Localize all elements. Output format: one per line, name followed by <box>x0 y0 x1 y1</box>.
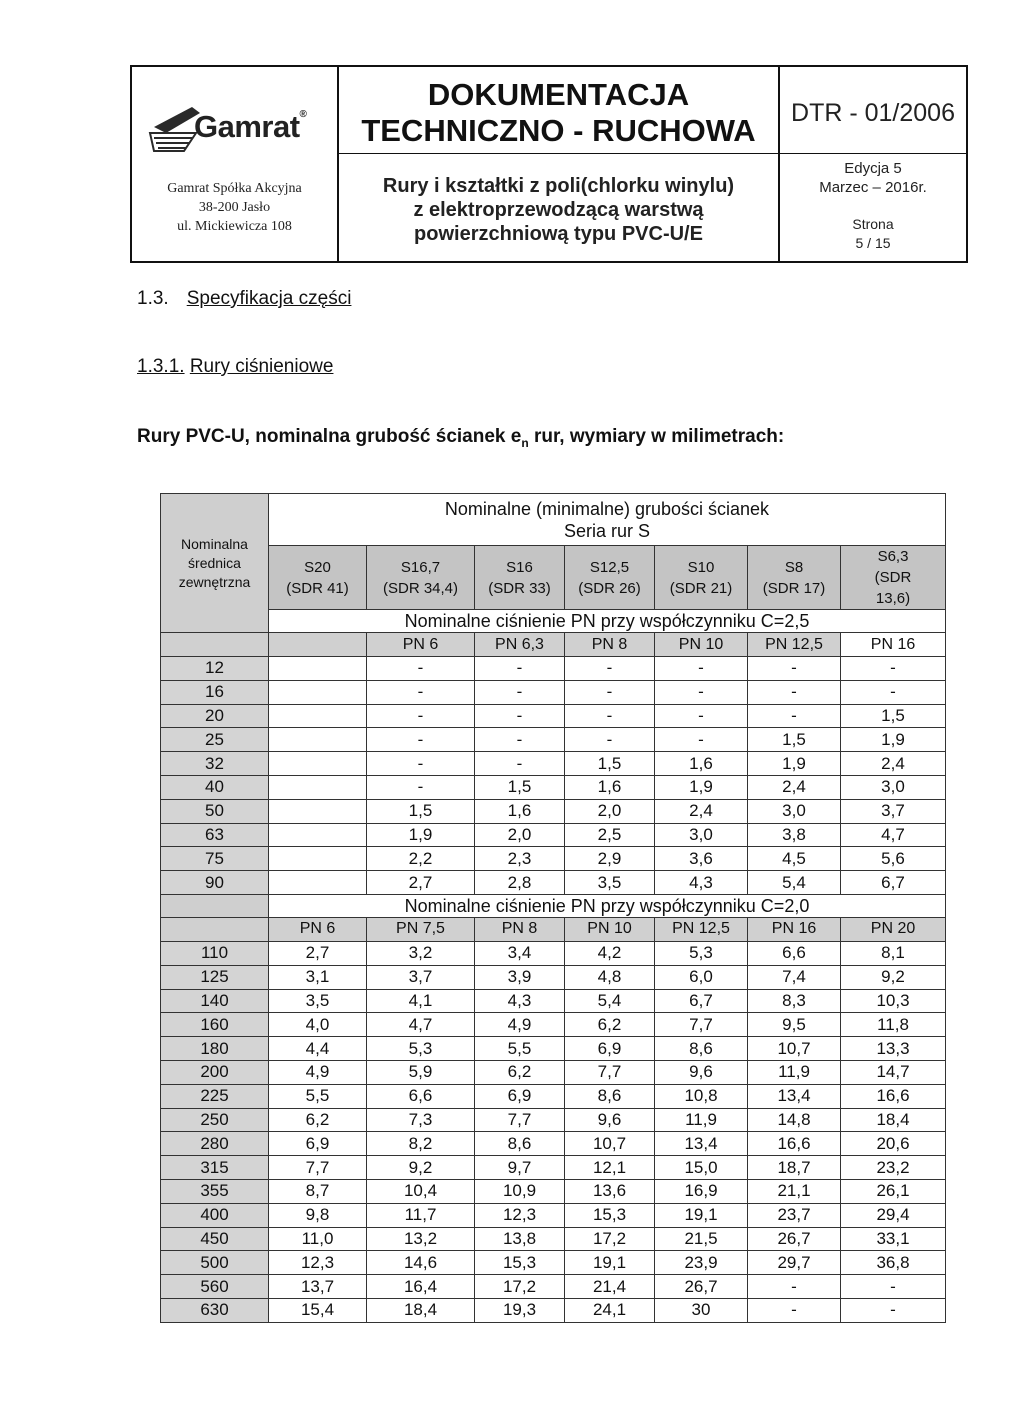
company-cell <box>132 67 339 261</box>
thickness-cell: 1,5 <box>565 752 655 776</box>
thickness-cell: 8,2 <box>367 1132 475 1156</box>
thickness-cell: 6,2 <box>565 1013 655 1037</box>
thickness-cell: 6,7 <box>841 871 946 895</box>
thickness-cell: 13,8 <box>475 1227 565 1251</box>
diameter-cell: 140 <box>161 989 269 1013</box>
thickness-cell: 21,4 <box>565 1275 655 1299</box>
thickness-cell: 18,4 <box>367 1298 475 1322</box>
thickness-cell: 5,9 <box>367 1060 475 1084</box>
thickness-cell: 29,4 <box>841 1203 946 1227</box>
thickness-cell: 2,9 <box>565 847 655 871</box>
thickness-cell: 13,6 <box>565 1179 655 1203</box>
thickness-cell: - <box>475 752 565 776</box>
thickness-cell: 12,3 <box>475 1203 565 1227</box>
document-header <box>130 65 968 263</box>
thickness-cell: 10,9 <box>475 1179 565 1203</box>
thickness-cell: 5,4 <box>748 871 841 895</box>
thickness-cell: 3,5 <box>565 871 655 895</box>
thickness-cell: 1,9 <box>367 823 475 847</box>
thickness-cell: 12,3 <box>269 1251 367 1275</box>
thickness-cell: - <box>841 657 946 681</box>
thickness-cell: - <box>655 657 748 681</box>
thickness-cell <box>269 847 367 871</box>
thickness-cell: 1,9 <box>655 775 748 799</box>
thickness-cell: 2,7 <box>367 871 475 895</box>
table-row <box>161 823 946 847</box>
thickness-cell: 3,6 <box>655 847 748 871</box>
thickness-cell: - <box>367 752 475 776</box>
thickness-cell: 23,2 <box>841 1156 946 1180</box>
thickness-cell: 1,6 <box>565 775 655 799</box>
diameter-cell: 25 <box>161 728 269 752</box>
pn-label-cell <box>161 633 269 657</box>
logo-wordmark: Gamrat® <box>194 109 307 144</box>
thickness-cell: 10,7 <box>565 1132 655 1156</box>
thickness-cell <box>269 871 367 895</box>
thickness-cell: - <box>748 680 841 704</box>
thickness-cell: 15,0 <box>655 1156 748 1180</box>
diameter-cell: 16 <box>161 680 269 704</box>
table-row <box>161 752 946 776</box>
diameter-cell: 450 <box>161 1227 269 1251</box>
series-header: S6,3 (SDR 13,6) <box>841 546 946 610</box>
doc-info-cell <box>780 67 966 261</box>
table-row <box>161 1013 946 1037</box>
thickness-cell: 2,4 <box>841 752 946 776</box>
thickness-cell: 8,6 <box>565 1084 655 1108</box>
thickness-cell: - <box>841 1298 946 1322</box>
thickness-cell: 8,6 <box>655 1037 748 1061</box>
info-divider <box>780 153 966 154</box>
pressure-block-2-title: Nominalne ciśnienie PN przy współczynniku C=2,0 <box>269 894 946 917</box>
thickness-cell: 1,9 <box>748 752 841 776</box>
thickness-cell: - <box>655 704 748 728</box>
table-row <box>161 1084 946 1108</box>
thickness-cell: 1,5 <box>748 728 841 752</box>
table-row <box>161 728 946 752</box>
table-row <box>161 1060 946 1084</box>
page-number: Strona 5 / 15 <box>852 216 894 251</box>
pn-header: PN 20 <box>841 917 946 941</box>
diameter-cell: 50 <box>161 799 269 823</box>
pn-header: PN 10 <box>655 633 748 657</box>
diameter-cell: 250 <box>161 1108 269 1132</box>
thickness-cell: - <box>655 728 748 752</box>
table-row <box>161 965 946 989</box>
thickness-cell: - <box>475 657 565 681</box>
thickness-cell: 5,4 <box>565 989 655 1013</box>
thickness-cell: 19,1 <box>655 1203 748 1227</box>
thickness-cell: 3,7 <box>367 965 475 989</box>
thickness-cell: 33,1 <box>841 1227 946 1251</box>
thickness-cell: 20,6 <box>841 1132 946 1156</box>
thickness-cell: 4,0 <box>269 1013 367 1037</box>
pressure-block-1-title: Nominalne ciśnienie PN przy współczynniku C=2,5 <box>269 610 946 633</box>
table-intro-text: Rury PVC-U, nominalna grubość ścianek $e_n$ rur, wymiary w milimetrach: <box>137 426 785 450</box>
thickness-cell: - <box>841 680 946 704</box>
thickness-cell: - <box>475 704 565 728</box>
table-row <box>161 799 946 823</box>
title-divider <box>339 153 778 154</box>
thickness-cell: 3,2 <box>367 941 475 965</box>
company-address <box>132 179 337 236</box>
thickness-cell: 14,8 <box>748 1108 841 1132</box>
diameter-cell: 12 <box>161 657 269 681</box>
thickness-cell: 5,3 <box>655 941 748 965</box>
thickness-cell: - <box>748 657 841 681</box>
section-heading-1-3-1: 1.3.1. Rury ciśnieniowe <box>137 356 334 377</box>
thickness-cell: 21,1 <box>748 1179 841 1203</box>
thickness-cell: 11,7 <box>367 1203 475 1227</box>
thickness-cell: 6,2 <box>269 1108 367 1132</box>
thickness-cell: - <box>475 680 565 704</box>
table-row <box>161 1227 946 1251</box>
thickness-cell: 11,9 <box>748 1060 841 1084</box>
thickness-cell: - <box>565 704 655 728</box>
thickness-cell: 2,0 <box>475 823 565 847</box>
thickness-cell: 3,1 <box>269 965 367 989</box>
thickness-cell: 4,7 <box>841 823 946 847</box>
thickness-cell: 4,2 <box>565 941 655 965</box>
diameter-cell: 32 <box>161 752 269 776</box>
thickness-cell: 36,8 <box>841 1251 946 1275</box>
diameter-cell: 315 <box>161 1156 269 1180</box>
thickness-cell: 3,5 <box>269 989 367 1013</box>
series-header: S12,5 (SDR 26) <box>565 546 655 610</box>
thickness-cell: 4,4 <box>269 1037 367 1061</box>
diameter-cell: 160 <box>161 1013 269 1037</box>
thickness-cell: 7,3 <box>367 1108 475 1132</box>
thickness-cell <box>269 680 367 704</box>
thickness-cell: 7,7 <box>655 1013 748 1037</box>
thickness-cell: 18,4 <box>841 1108 946 1132</box>
thickness-cell: 14,7 <box>841 1060 946 1084</box>
thickness-cell <box>269 704 367 728</box>
thickness-cell: 17,2 <box>475 1275 565 1299</box>
thickness-cell: 2,8 <box>475 871 565 895</box>
thickness-cell: 23,9 <box>655 1251 748 1275</box>
thickness-cell: 2,0 <box>565 799 655 823</box>
thickness-cell: 1,9 <box>841 728 946 752</box>
thickness-cell: 1,5 <box>841 704 946 728</box>
thickness-cell: 19,1 <box>565 1251 655 1275</box>
thickness-cell: 11,9 <box>655 1108 748 1132</box>
thickness-cell: 26,1 <box>841 1179 946 1203</box>
thickness-cell: 2,4 <box>655 799 748 823</box>
diameter-header: Nominalna średnica zewnętrzna <box>161 494 269 633</box>
thickness-cell <box>269 775 367 799</box>
thickness-cell: 6,0 <box>655 965 748 989</box>
thickness-cell: 26,7 <box>748 1227 841 1251</box>
thickness-cell: 1,6 <box>655 752 748 776</box>
table-row <box>161 1298 946 1322</box>
table-row <box>161 989 946 1013</box>
thickness-cell: 30 <box>655 1298 748 1322</box>
thickness-cell: 4,5 <box>748 847 841 871</box>
thickness-cell: 13,4 <box>655 1132 748 1156</box>
diameter-cell: 200 <box>161 1060 269 1084</box>
thickness-cell: 12,1 <box>565 1156 655 1180</box>
thickness-cell: 9,2 <box>367 1156 475 1180</box>
company-street: ul. Mickiewicza 108 <box>177 219 292 234</box>
thickness-cell: 6,7 <box>655 989 748 1013</box>
thickness-cell: - <box>748 1275 841 1299</box>
thickness-cell: 7,4 <box>748 965 841 989</box>
series-header: S10 (SDR 21) <box>655 546 748 610</box>
thickness-cell: 9,2 <box>841 965 946 989</box>
thickness-cell: 8,6 <box>475 1132 565 1156</box>
pn-label-cell <box>161 917 269 941</box>
table-row <box>161 680 946 704</box>
thickness-cell: 8,7 <box>269 1179 367 1203</box>
thickness-cell <box>269 657 367 681</box>
thickness-cell: 5,6 <box>841 847 946 871</box>
pipe-wall-thickness-table <box>160 493 946 1323</box>
thickness-cell: 15,4 <box>269 1298 367 1322</box>
thickness-cell: 24,1 <box>565 1298 655 1322</box>
diameter-cell: 63 <box>161 823 269 847</box>
pn-header: PN 12,5 <box>748 633 841 657</box>
thickness-cell: 2,2 <box>367 847 475 871</box>
diameter-cell: 400 <box>161 1203 269 1227</box>
thickness-cell: 9,8 <box>269 1203 367 1227</box>
thickness-cell: 16,4 <box>367 1275 475 1299</box>
thickness-cell: 10,7 <box>748 1037 841 1061</box>
thickness-cell: - <box>475 728 565 752</box>
thickness-cell: 4,9 <box>269 1060 367 1084</box>
thickness-cell <box>269 728 367 752</box>
thickness-cell: 6,9 <box>565 1037 655 1061</box>
thickness-cell: 2,7 <box>269 941 367 965</box>
table-row <box>161 775 946 799</box>
thickness-cell: 9,7 <box>475 1156 565 1180</box>
thickness-cell: 4,8 <box>565 965 655 989</box>
thickness-cell: 17,2 <box>565 1227 655 1251</box>
table-row <box>161 657 946 681</box>
pn-header: PN 6,3 <box>475 633 565 657</box>
diameter-cell: 20 <box>161 704 269 728</box>
thickness-cell: 15,3 <box>475 1251 565 1275</box>
company-city: 38-200 Jasło <box>198 200 271 215</box>
diameter-cell: 630 <box>161 1298 269 1322</box>
thickness-cell: - <box>565 657 655 681</box>
table-row <box>161 1251 946 1275</box>
thickness-cell <box>269 823 367 847</box>
thickness-cell: 18,7 <box>748 1156 841 1180</box>
thickness-cell: 16,6 <box>748 1132 841 1156</box>
diameter-cell: 560 <box>161 1275 269 1299</box>
table-row <box>161 1179 946 1203</box>
thickness-cell: - <box>841 1275 946 1299</box>
thickness-cell: 7,7 <box>269 1156 367 1180</box>
edition-info: Edycja 5 Marzec – 2016r. <box>819 160 927 196</box>
thickness-cell: 4,9 <box>475 1013 565 1037</box>
thickness-cell: 11,0 <box>269 1227 367 1251</box>
thickness-cell: 13,2 <box>367 1227 475 1251</box>
pn-header: PN 8 <box>475 917 565 941</box>
thickness-cell: 2,4 <box>748 775 841 799</box>
thickness-cell: 8,3 <box>748 989 841 1013</box>
thickness-cell: - <box>367 657 475 681</box>
thickness-cell: 10,8 <box>655 1084 748 1108</box>
table-row <box>161 1037 946 1061</box>
thickness-header: Nominalne (minimalne) grubości ścianek Seria rur S <box>269 494 946 546</box>
thickness-cell: 6,6 <box>367 1084 475 1108</box>
title-cell <box>339 67 780 261</box>
thickness-cell: 3,9 <box>475 965 565 989</box>
thickness-cell: 13,7 <box>269 1275 367 1299</box>
thickness-cell: - <box>655 680 748 704</box>
thickness-cell: - <box>748 704 841 728</box>
thickness-cell: 2,3 <box>475 847 565 871</box>
thickness-cell: - <box>367 680 475 704</box>
pn-header: PN 8 <box>565 633 655 657</box>
diameter-cell: 90 <box>161 871 269 895</box>
thickness-cell: 9,5 <box>748 1013 841 1037</box>
thickness-cell: 19,3 <box>475 1298 565 1322</box>
thickness-cell: 3,7 <box>841 799 946 823</box>
thickness-cell: 21,5 <box>655 1227 748 1251</box>
table-row <box>161 1156 946 1180</box>
thickness-cell: - <box>367 704 475 728</box>
thickness-cell: 6,6 <box>748 941 841 965</box>
thickness-cell: 3,8 <box>748 823 841 847</box>
table-row <box>161 847 946 871</box>
thickness-cell: 1,5 <box>367 799 475 823</box>
pn-header: PN 6 <box>269 917 367 941</box>
table-row <box>161 1132 946 1156</box>
thickness-cell: 5,5 <box>269 1084 367 1108</box>
thickness-cell: 5,3 <box>367 1037 475 1061</box>
thickness-cell: - <box>565 728 655 752</box>
thickness-cell: 6,2 <box>475 1060 565 1084</box>
thickness-cell: 13,3 <box>841 1037 946 1061</box>
series-header: S20 (SDR 41) <box>269 546 367 610</box>
thickness-cell: 2,5 <box>565 823 655 847</box>
diameter-cell: 40 <box>161 775 269 799</box>
document-subtitle: Rury i kształtki z poli(chlorku winylu) z elektroprzewodzącą warstwą powierzchniową typu PVC-U/E <box>382 175 735 245</box>
pn-header <box>269 633 367 657</box>
thickness-cell: - <box>565 680 655 704</box>
thickness-cell: 4,3 <box>655 871 748 895</box>
pn-header: PN 10 <box>565 917 655 941</box>
thickness-cell: - <box>367 728 475 752</box>
thickness-cell: 14,6 <box>367 1251 475 1275</box>
thickness-cell: 1,5 <box>475 775 565 799</box>
pn-header: PN 6 <box>367 633 475 657</box>
thickness-cell: - <box>367 775 475 799</box>
table-row <box>161 704 946 728</box>
pn-header: PN 12,5 <box>655 917 748 941</box>
series-header: S16 (SDR 33) <box>475 546 565 610</box>
thickness-cell: 6,9 <box>475 1084 565 1108</box>
thickness-cell: 4,3 <box>475 989 565 1013</box>
pn-header: PN 16 <box>748 917 841 941</box>
table-row <box>161 1108 946 1132</box>
company-name: Gamrat Spółka Akcyjna <box>167 181 302 196</box>
thickness-cell: 15,3 <box>565 1203 655 1227</box>
empty-label-cell <box>161 894 269 917</box>
series-header: S16,7 (SDR 34,4) <box>367 546 475 610</box>
thickness-cell: - <box>748 1298 841 1322</box>
diameter-cell: 110 <box>161 941 269 965</box>
thickness-cell: 11,8 <box>841 1013 946 1037</box>
thickness-cell: 4,1 <box>367 989 475 1013</box>
thickness-cell: 13,4 <box>748 1084 841 1108</box>
thickness-cell: 9,6 <box>565 1108 655 1132</box>
diameter-cell: 500 <box>161 1251 269 1275</box>
thickness-cell: 3,4 <box>475 941 565 965</box>
diameter-cell: 125 <box>161 965 269 989</box>
thickness-cell: 16,9 <box>655 1179 748 1203</box>
thickness-cell: 3,0 <box>841 775 946 799</box>
series-header: S8 (SDR 17) <box>748 546 841 610</box>
table-row <box>161 941 946 965</box>
table-row <box>161 1275 946 1299</box>
section-heading-1-3: 1.3. Specyfikacja części <box>137 288 352 309</box>
thickness-cell: 3,0 <box>655 823 748 847</box>
thickness-cell <box>269 752 367 776</box>
thickness-cell: 16,6 <box>841 1084 946 1108</box>
thickness-cell: 3,0 <box>748 799 841 823</box>
document-number: DTR - 01/2006 <box>791 99 955 127</box>
pn-header: PN 7,5 <box>367 917 475 941</box>
thickness-cell: 5,5 <box>475 1037 565 1061</box>
diameter-cell: 75 <box>161 847 269 871</box>
thickness-cell: 9,6 <box>655 1060 748 1084</box>
pn-header: PN 16 <box>841 633 946 657</box>
table-row <box>161 871 946 895</box>
thickness-cell: 10,3 <box>841 989 946 1013</box>
thickness-cell: 8,1 <box>841 941 946 965</box>
document-title: DOKUMENTACJA TECHNICZNO - RUCHOWA <box>361 77 756 148</box>
thickness-cell: 29,7 <box>748 1251 841 1275</box>
thickness-cell: 10,4 <box>367 1179 475 1203</box>
thickness-cell: 4,7 <box>367 1013 475 1037</box>
thickness-cell <box>269 799 367 823</box>
diameter-cell: 225 <box>161 1084 269 1108</box>
thickness-cell: 7,7 <box>475 1108 565 1132</box>
thickness-cell: 1,6 <box>475 799 565 823</box>
thickness-cell: 26,7 <box>655 1275 748 1299</box>
thickness-cell: 23,7 <box>748 1203 841 1227</box>
thickness-cell: 7,7 <box>565 1060 655 1084</box>
table-row <box>161 1203 946 1227</box>
diameter-cell: 180 <box>161 1037 269 1061</box>
thickness-cell: 6,9 <box>269 1132 367 1156</box>
diameter-cell: 280 <box>161 1132 269 1156</box>
diameter-cell: 355 <box>161 1179 269 1203</box>
